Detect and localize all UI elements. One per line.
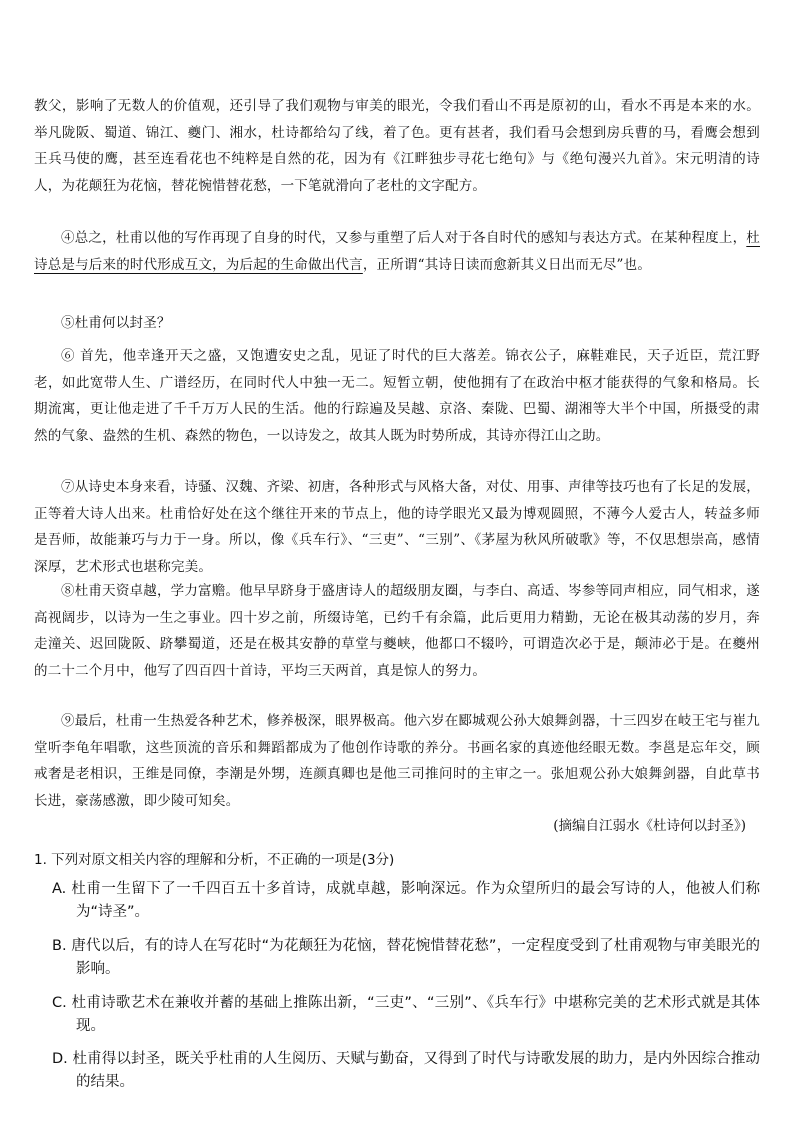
- paragraph-6: ⑥ 首先，他幸逢开天之盛，又饱遭安史之乱，见证了时代的巨大落差。锦衣公子，麻鞋难民，天子近臣，荒江野老，如此宽带人生、广谱经历，在同时代人中独一无二。短暂立朝，使他拥有了在政治中枢才能获得的气象和格局。长期流寓，更让他走进了千千万万人民的生活。他的行踪遍及吴越、京洛、秦陇、巴蜀、湖湘等大半个中国，所摄受的肃然的气象、盎然的生机、森然的物色，一以诗发之，故其人既为时势所成，其诗亦得江山之助。: [34, 348, 760, 444]
- option-c: C. 杜甫诗歌艺术在兼收并蓄的基础上推陈出新，“三吏”、“三别”、《兵车行》中堪称完美的艺术形式就是其体现。: [52, 995, 760, 1034]
- option-d: D. 杜甫得以封圣，既关乎杜甫的人生阅历、天赋与勤奋，又得到了时代与诗歌发展的助力，是内外因综合推动的结果。: [52, 1051, 760, 1090]
- paragraph-5: ⑤杜甫何以封圣？: [61, 315, 171, 331]
- option-a: A. 杜甫一生留下了一千四百五十多首诗，成就卓越，影响深远。作为众望所归的最会写诗的人，他被人们称为“诗圣”。: [52, 881, 760, 920]
- underlined-sentence: 杜诗总是与后来的时代形成互文，为后起的生命做出代言: [34, 230, 760, 273]
- paragraph-9: ⑨最后，杜甫一生热爱各种艺术，修养极深，眼界极高。他六岁在郾城观公孙大娘舞剑器，十三四岁在岐王宅与崔九堂听李龟年唱歌，这些顶流的音乐和舞蹈都成为了他创作诗歌的养分。书画名家的真迹他经眼无数。李邕是忘年交，顾戒奢是老相识，王维是同僚，李潮是外甥，连颜真卿也是他三司推问时的主审之一。张旭观公孙大娘舞剑器，自此草书长进，豪荡感激，即少陵可知矣。: [34, 713, 760, 809]
- question-stem: 1. 下列对原文相关内容的理解和分析，不正确的一项是(3分): [34, 852, 395, 868]
- source-citation: (摘编自江弱水《杜诗何以封圣》): [553, 818, 746, 834]
- paragraph-3-continued: 教父，影响了无数人的价值观，还引导了我们观物与审美的眼光，令我们看山不再是原初的山，看水不再是本来的水。举凡陇阪、蜀道、锦江、夔门、湘水，杜诗都给勾了线，着了色。更有甚者，我们看马会想到房兵曹的马，看鹰会想到王兵马使的鹰，甚至连看花也不纯粹是自然的花，因为有《江畔独步寻花七绝句》与《绝句漫兴九首》。宋元明清的诗人，为花颠狂为花恼，替花惋惜替花愁，一下笔就滑向了老杜的文字配方。: [34, 98, 760, 194]
- option-b: B. 唐代以后，有的诗人在写花时“为花颠狂为花恼，替花惋惜替花愁”，一定程度受到了杜甫观物与审美眼光的影响。: [52, 938, 760, 977]
- paragraph-8: ⑧杜甫天资卓越，学力富赡。他早早跻身于盛唐诗人的超级朋友圈，与李白、高适、岑参等同声相应，同气相求，遂高视阔步，以诗为一生之事业。四十岁之前，所缀诗笔，已约千有余篇，此后更用力精勤，无论在极其动荡的岁月，奔走潼关、迟回陇阪、跻攀蜀道，还是在极其安静的草堂与夔峡，他都口不辍吟，可谓造次必于是，颠沛必于是。在夔州的二十二个月中，他写了四百四十首诗，平均三天两首，真是惊人的努力。: [34, 583, 760, 679]
- paragraph-7: ⑦从诗史本身来看，诗骚、汉魏、齐梁、初唐，各种形式与风格大备，对仗、用事、声律等技巧也有了长足的发展，正等着大诗人出来。杜甫恰好处在这个继往开来的节点上，他的诗学眼光又最为博观圆照，不薄今人爱古人，转益多师是吾师，故能兼巧与力于一身。所以，像《兵车行》、“三吏”、“三别”、《茅屋为秋风所破歌》等，不仅思想崇高，感情深厚，艺术形式也堪称完美。: [34, 479, 760, 575]
- paragraph-4-tail: ，正所谓“其诗日读而愈新其义日出而无尽”也。: [362, 256, 652, 273]
- paragraph-4-lead: ④总之，杜甫以他的写作再现了自身的时代，又参与重塑了后人对于各自时代的感知与表达方式。在某种程度上，: [61, 230, 747, 246]
- paragraph-4: [34, 225, 760, 278]
